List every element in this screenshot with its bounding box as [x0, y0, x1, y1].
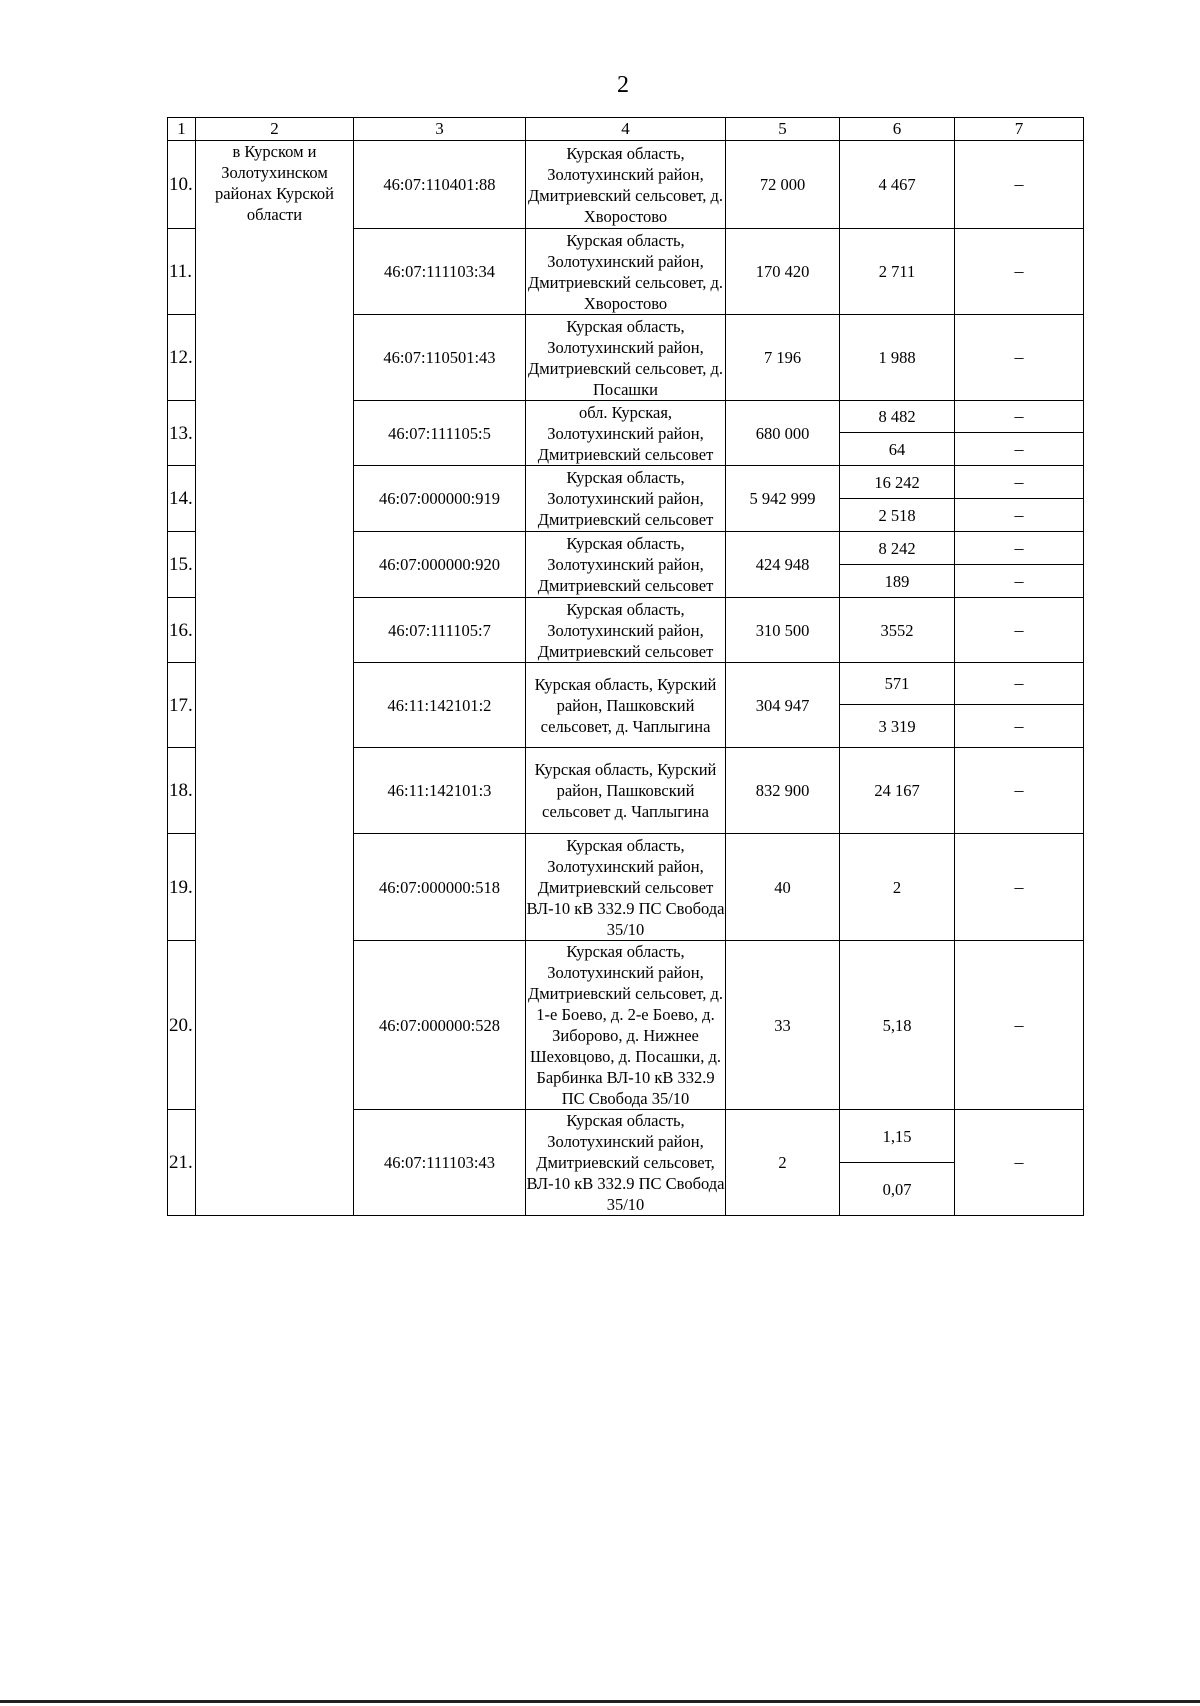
row-number: 19.: [168, 834, 196, 941]
area-cell: 72 000: [726, 141, 840, 229]
area-cell: 832 900: [726, 748, 840, 834]
col7-cell: –: [955, 941, 1084, 1110]
address-cell: Курская область, Золотухинский район, Дмитриевский сельсовет ВЛ-10 кВ 332.9 ПС Свобода 35/10: [526, 835, 725, 939]
col7-cell: –: [955, 229, 1084, 315]
address-cell: Курская область, Золотухинский район, Дмитриевский сельсовет, д. Хворостово: [526, 229, 726, 315]
header-cell: 3: [354, 118, 526, 141]
cadastral-number: 46:07:111103:43: [354, 1110, 526, 1216]
row-number: 16.: [168, 598, 196, 663]
cadastral-number: 46:07:000000:919: [354, 466, 526, 532]
land-plots-table: [167, 117, 1084, 1216]
area-cell: 424 948: [726, 532, 840, 598]
address-cell: обл. Курская, Золотухинский район, Дмитриевский сельсовет: [526, 401, 726, 466]
part-area-cell: 1 988: [840, 315, 955, 401]
address-cell: Курская область, Золотухинский район, Дмитриевский сельсовет: [526, 466, 726, 532]
part-area-cell: 64: [840, 433, 955, 466]
address-cell: Курская область, Золотухинский район, Дмитриевский сельсовет: [526, 532, 726, 598]
address-cell: Курская область, Курский район, Пашковский сельсовет д. Чаплыгина: [526, 748, 726, 834]
header-row: [168, 118, 1084, 141]
address-cell: Курская область, Золотухинский район, Дмитриевский сельсовет, ВЛ-10 кВ 332.9 ПС Свобода 35/10: [526, 1111, 725, 1214]
row-number: 20.: [168, 941, 196, 1110]
row-number: 13.: [168, 401, 196, 466]
part-area-cell: 8 482: [840, 401, 955, 433]
col7-cell: –: [955, 499, 1084, 532]
address-cell: Курская область, Курский район, Пашковский сельсовет, д. Чаплыгина: [526, 663, 726, 748]
row-number: 15.: [168, 532, 196, 598]
row-number: 11.: [168, 229, 196, 315]
part-area-cell: 1,15: [840, 1110, 955, 1163]
cadastral-number: 46:11:142101:3: [354, 748, 526, 834]
part-area-cell: 2 711: [840, 229, 955, 315]
row-number: 18.: [168, 748, 196, 834]
area-cell: 5 942 999: [726, 466, 840, 532]
cadastral-number: 46:07:111103:34: [354, 229, 526, 315]
header-cell: 2: [196, 118, 354, 141]
area-cell: 680 000: [726, 401, 840, 466]
part-area-cell: 3 319: [840, 705, 955, 748]
scan-edge-line: [0, 1700, 1200, 1703]
header-cell: 6: [840, 118, 955, 141]
col7-cell: –: [955, 705, 1084, 748]
part-area-cell: 4 467: [840, 141, 955, 229]
cadastral-number: 46:07:000000:518: [354, 834, 526, 941]
cadastral-number: 46:07:000000:528: [354, 941, 526, 1110]
part-area-cell: 5,18: [840, 941, 955, 1110]
part-area-cell: 2 518: [840, 499, 955, 532]
area-cell: 170 420: [726, 229, 840, 315]
col7-cell: –: [955, 141, 1084, 229]
address-cell: Курская область, Золотухинский район, Дмитриевский сельсовет, д. Хворостово: [526, 141, 726, 229]
col7-cell: –: [955, 748, 1084, 834]
page-number: 2: [617, 72, 629, 98]
cadastral-number: 46:07:110401:88: [354, 141, 526, 229]
col7-cell: –: [955, 565, 1084, 598]
col7-cell: –: [955, 598, 1084, 663]
area-cell: 2: [726, 1110, 840, 1216]
part-area-cell: 8 242: [840, 532, 955, 565]
col7-cell: –: [955, 663, 1084, 705]
area-cell: 304 947: [726, 663, 840, 748]
area-cell: 310 500: [726, 598, 840, 663]
cadastral-number: 46:07:111105:5: [354, 401, 526, 466]
row-number: 14.: [168, 466, 196, 532]
col7-cell: –: [955, 315, 1084, 401]
col7-cell: –: [955, 433, 1084, 466]
cadastral-number: 46:11:142101:2: [354, 663, 526, 748]
part-area-cell: 189: [840, 565, 955, 598]
part-area-cell: 3552: [840, 598, 955, 663]
part-area-cell: 24 167: [840, 748, 955, 834]
district-cell: в Курском и Золотухинском районах Курской области: [196, 141, 354, 1216]
address-cell: Курская область, Золотухинский район, Дмитриевский сельсовет: [526, 598, 726, 663]
cadastral-number: 46:07:111105:7: [354, 598, 526, 663]
area-cell: 33: [726, 941, 840, 1110]
row-number: 12.: [168, 315, 196, 401]
col7-cell: –: [955, 466, 1084, 499]
header-cell: 4: [526, 118, 726, 141]
part-area-cell: 16 242: [840, 466, 955, 499]
header-cell: 5: [726, 118, 840, 141]
col7-cell: –: [955, 1110, 1084, 1216]
row-number: 21.: [168, 1110, 196, 1216]
col7-cell: –: [955, 401, 1084, 433]
part-area-cell: 0,07: [840, 1163, 955, 1216]
header-cell: 1: [168, 118, 196, 141]
area-cell: 7 196: [726, 315, 840, 401]
cadastral-number: 46:07:000000:920: [354, 532, 526, 598]
address-cell: Курская область, Золотухинский район, Дмитриевский сельсовет, д. 1-е Боево, д. 2-е Боево, д. Зиборово, д. Нижнее Шеховцово, д. Посашки, д. Барбинка ВЛ-10 кВ 332.9 ПС Свобода 35/10: [526, 941, 726, 1110]
address-cell: Курская область, Золотухинский район, Дмитриевский сельсовет, д. Посашки: [526, 315, 726, 401]
col7-cell: –: [955, 834, 1084, 941]
col7-cell: –: [955, 532, 1084, 565]
cadastral-number: 46:07:110501:43: [354, 315, 526, 401]
table-row: [168, 141, 1084, 229]
row-number: 17.: [168, 663, 196, 748]
part-area-cell: 571: [840, 663, 955, 705]
header-cell: 7: [955, 118, 1084, 141]
row-number: 10.: [168, 141, 196, 229]
area-cell: 40: [726, 834, 840, 941]
part-area-cell: 2: [840, 834, 955, 941]
